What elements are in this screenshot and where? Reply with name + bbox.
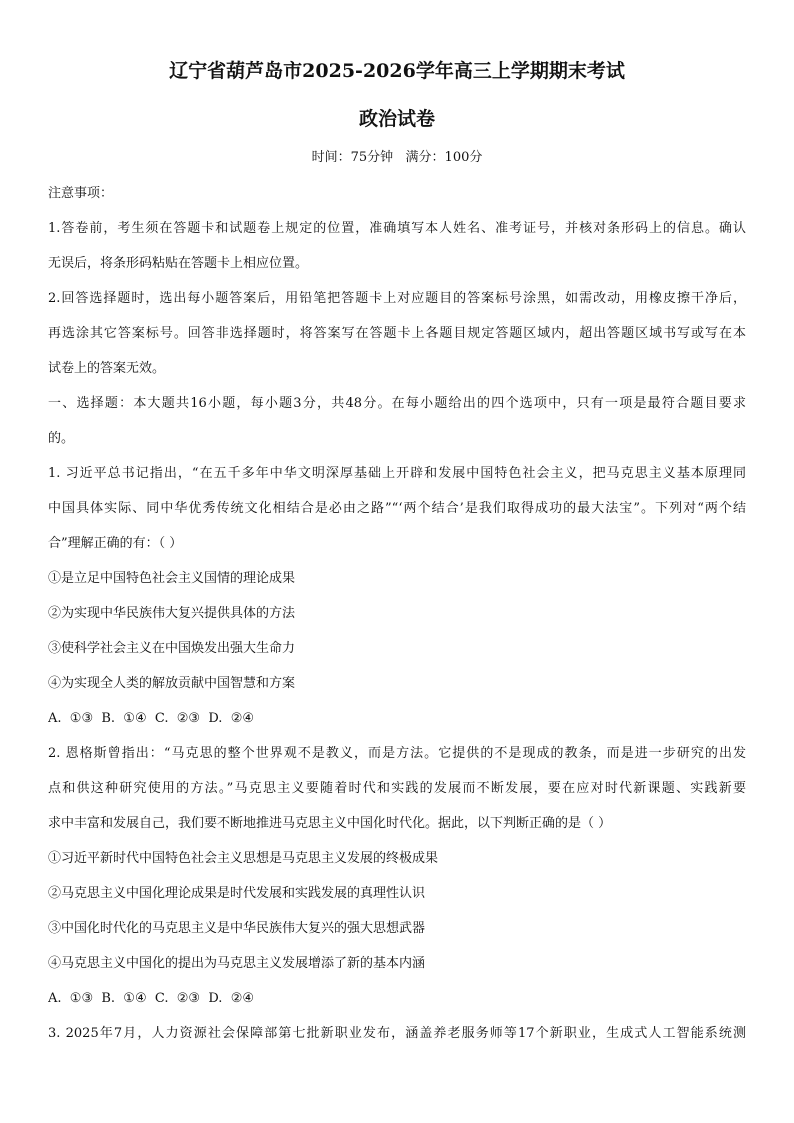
question-1-option-4: ④为实现全人类的解放贡献中国智慧和方案 bbox=[48, 676, 296, 691]
question-2-stem-line-3: 求中丰富和发展自己，我们要不断地推进马克思主义中国化时代化。据此，以下判断正确的是（ ） bbox=[48, 816, 612, 831]
section-1-intro-line-1: 一、选择题：本大题共16小题，每小题3分，共48分。在每小题给出的四个选项中，只有一项是最符合题目要求 bbox=[48, 396, 746, 411]
exam-subject: 政治试卷 bbox=[358, 108, 435, 130]
notice-item-2-line-2: 再选涂其它答案标号。回答非选择题时，将答案写在答题卡上各题目规定答题区域内，超出答题区域书写或写在本 bbox=[48, 326, 746, 341]
question-1-stem-line-1: 1. 习近平总书记指出，“在五千多年中华文明深厚基础上开辟和发展中国特色社会主义，把马克思主义基本原理同 bbox=[48, 466, 746, 481]
question-2-choices: A. ①③ B. ①④ C. ②③ D. ②④ bbox=[48, 991, 255, 1006]
question-3-stem-line-1: 3. 2025年7月，人力资源社会保障部第七批新职业发布，涵盖养老服务师等17个新职业，生成式人工智能系统测 bbox=[48, 1026, 746, 1041]
question-1-stem-line-2: 中国具体实际、同中华优秀传统文化相结合是必由之路”“‘两个结合’是我们取得成功的最大法宝”。下列对“两个结 bbox=[48, 501, 746, 516]
question-2-option-4: ④马克思主义中国化的提出为马克思主义发展增添了新的基本内涵 bbox=[48, 956, 426, 971]
notice-item-2-line-1: 2.回答选择题时，选出每小题答案后，用铅笔把答题卡上对应题目的答案标号涂黑，如需改动，用橡皮擦干净后， bbox=[48, 291, 746, 306]
question-2-stem-line-2: 点和供这种研究使用的方法。”马克思主义要随着时代和实践的发展而不断发展，要在应对时代新课题、实践新要 bbox=[48, 781, 746, 796]
section-1-intro-line-2: 的。 bbox=[48, 431, 75, 446]
question-1-stem-line-3: 合”理解正确的有：（ ） bbox=[48, 536, 183, 551]
notice-item-1-line-2: 无误后，将条形码粘贴在答题卡上相应位置。 bbox=[48, 256, 309, 271]
exam-time-score: 时间：75分钟 满分：100分 bbox=[311, 150, 483, 165]
exam-title: 辽宁省葫芦岛市2025-2026学年高三上学期期末考试 bbox=[169, 60, 625, 82]
notice-item-2-line-3: 试卷上的答案无效。 bbox=[48, 361, 166, 376]
question-1-option-1: ①是立足中国特色社会主义国情的理论成果 bbox=[48, 571, 296, 586]
exam-body bbox=[48, 176, 746, 1051]
question-1-option-3: ③使科学社会主义在中国焕发出强大生命力 bbox=[48, 641, 296, 656]
notice-heading: 注意事项： bbox=[48, 186, 114, 201]
question-2-option-1: ①习近平新时代中国特色社会主义思想是马克思主义发展的终极成果 bbox=[48, 851, 439, 866]
question-1-choices: A. ①③ B. ①④ C. ②③ D. ②④ bbox=[48, 711, 255, 726]
exam-page bbox=[48, 56, 746, 1051]
question-2-option-3: ③中国化时代化的马克思主义是中华民族伟大复兴的强大思想武器 bbox=[48, 921, 426, 936]
notice-item-1-line-1: 1.答卷前，考生须在答题卡和试题卷上规定的位置，准确填写本人姓名、准考证号，并核对条形码上的信息。确认 bbox=[48, 221, 746, 236]
question-2-stem-line-1: 2. 恩格斯曾指出：“马克思的整个世界观不是教义，而是方法。它提供的不是现成的教条，而是进一步研究的出发 bbox=[48, 746, 746, 761]
question-1-option-2: ②为实现中华民族伟大复兴提供具体的方法 bbox=[48, 606, 296, 621]
question-2-option-2: ②马克思主义中国化理论成果是时代发展和实践发展的真理性认识 bbox=[48, 886, 426, 901]
